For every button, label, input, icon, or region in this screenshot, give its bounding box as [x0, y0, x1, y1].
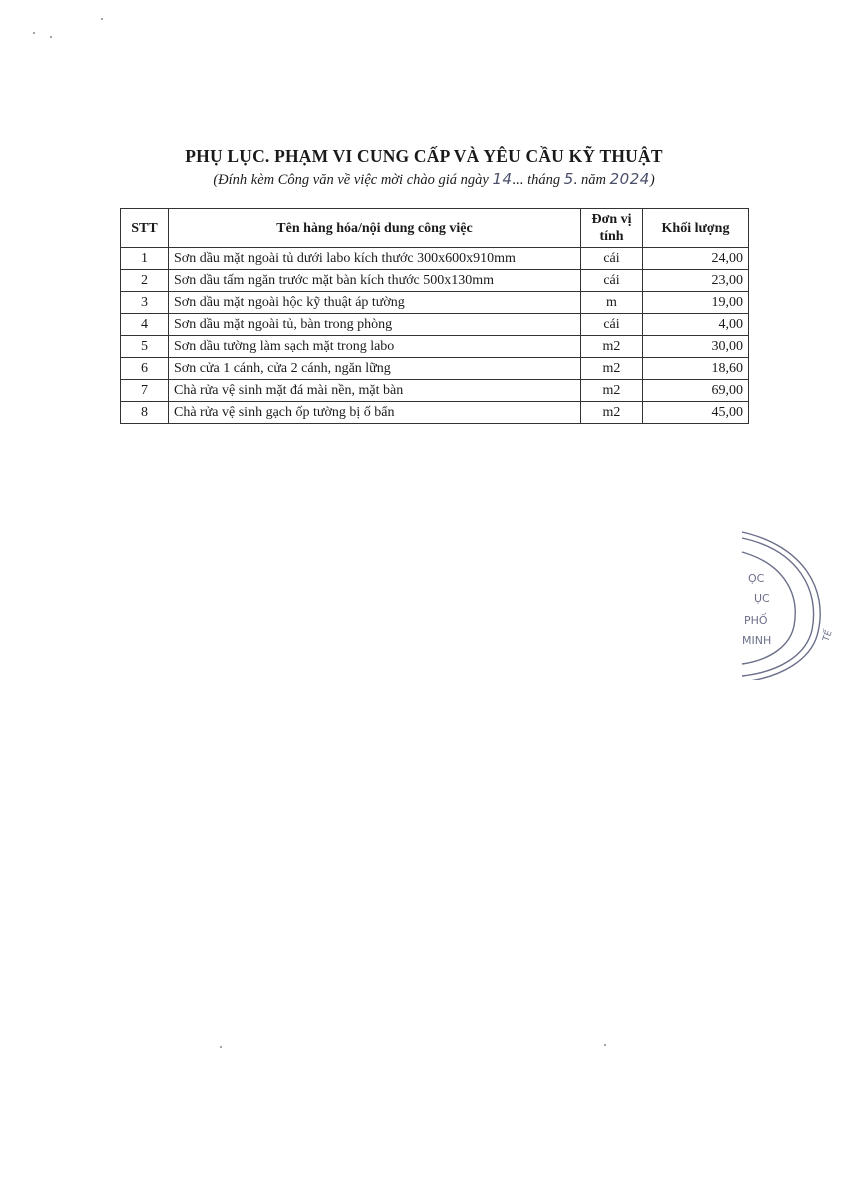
cell-stt: 2 [121, 270, 169, 292]
seal-outer-ring [742, 538, 814, 676]
handwritten-year: 2024 [609, 170, 650, 188]
header-description: Tên hàng hóa/nội dung công việc [169, 209, 581, 248]
cell-quantity: 23,00 [643, 270, 749, 292]
cell-description: Sơn dầu mặt ngoài tủ, bàn trong phòng [169, 314, 581, 336]
cell-stt: 3 [121, 292, 169, 314]
cell-stt: 7 [121, 380, 169, 402]
header-unit-line2: tính [599, 229, 624, 244]
cell-unit: m2 [581, 336, 643, 358]
cell-unit: m [581, 292, 643, 314]
subtitle-prefix: (Đính kèm Công văn về việc mời chào giá ngày [213, 172, 489, 188]
cell-stt: 8 [121, 402, 169, 424]
subtitle-year-label: . năm [573, 172, 606, 188]
scope-table [120, 208, 749, 424]
table-header-row [121, 209, 749, 248]
seal-side-text: TẾ [821, 629, 835, 644]
cell-description: Sơn dầu mặt ngoài tủ dưới labo kích thước 300x600x910mm [169, 248, 581, 270]
scan-speck [33, 32, 35, 34]
handwritten-day: 14 [492, 170, 513, 188]
cell-unit: cái [581, 314, 643, 336]
cell-unit: m2 [581, 402, 643, 424]
seal-fragment-3: PHỐ [744, 614, 768, 627]
cell-description: Sơn dầu tường làm sạch mặt trong labo [169, 336, 581, 358]
cell-unit: cái [581, 270, 643, 292]
scan-speck [50, 36, 52, 38]
cell-quantity: 18,60 [643, 358, 749, 380]
page-title: PHỤ LỤC. PHẠM VI CUNG CẤP VÀ YÊU CẦU KỸ THUẬT [185, 146, 663, 166]
header-unit-line1: Đơn vị [591, 212, 632, 227]
cell-stt: 1 [121, 248, 169, 270]
header-stt: STT [121, 209, 169, 248]
seal-inner-ring [742, 552, 795, 664]
cell-stt: 6 [121, 358, 169, 380]
cell-description: Sơn dầu mặt ngoài hộc kỹ thuật áp tường [169, 292, 581, 314]
table-row [121, 314, 749, 336]
table-row [121, 248, 749, 270]
table-row [121, 336, 749, 358]
subtitle [0, 170, 848, 189]
cell-quantity: 19,00 [643, 292, 749, 314]
cell-stt: 4 [121, 314, 169, 336]
scan-speck [220, 1046, 222, 1048]
cell-unit: cái [581, 248, 643, 270]
scan-speck [604, 1044, 606, 1046]
cell-stt: 5 [121, 336, 169, 358]
cell-description: Chà rửa vệ sinh mặt đá mài nền, mặt bàn [169, 380, 581, 402]
cell-quantity: 45,00 [643, 402, 749, 424]
header-quantity: Khối lượng [643, 209, 749, 248]
cell-description: Sơn cửa 1 cánh, cửa 2 cánh, ngăn lững [169, 358, 581, 380]
table-row [121, 402, 749, 424]
header-unit [581, 209, 643, 248]
scan-speck [101, 18, 103, 20]
cell-quantity: 30,00 [643, 336, 749, 358]
cell-quantity: 4,00 [643, 314, 749, 336]
seal-fragment-1: ỌC [748, 572, 765, 585]
cell-unit: m2 [581, 380, 643, 402]
subtitle-month-label: ... tháng [512, 172, 561, 188]
table-row [121, 270, 749, 292]
subtitle-suffix: ) [649, 172, 655, 188]
seal-fragment-4: MINH [742, 634, 772, 647]
table-row [121, 292, 749, 314]
partial-seal [728, 530, 848, 680]
table-row [121, 380, 749, 402]
cell-description: Sơn dầu tấm ngăn trước mặt bàn kích thước 500x130mm [169, 270, 581, 292]
cell-quantity: 69,00 [643, 380, 749, 402]
cell-quantity: 24,00 [643, 248, 749, 270]
table-row [121, 358, 749, 380]
cell-description: Chà rửa vệ sinh gạch ốp tường bị ố bẩn [169, 402, 581, 424]
seal-fragment-2: ỤC [754, 592, 770, 605]
handwritten-month: 5 [563, 170, 574, 188]
cell-unit: m2 [581, 358, 643, 380]
